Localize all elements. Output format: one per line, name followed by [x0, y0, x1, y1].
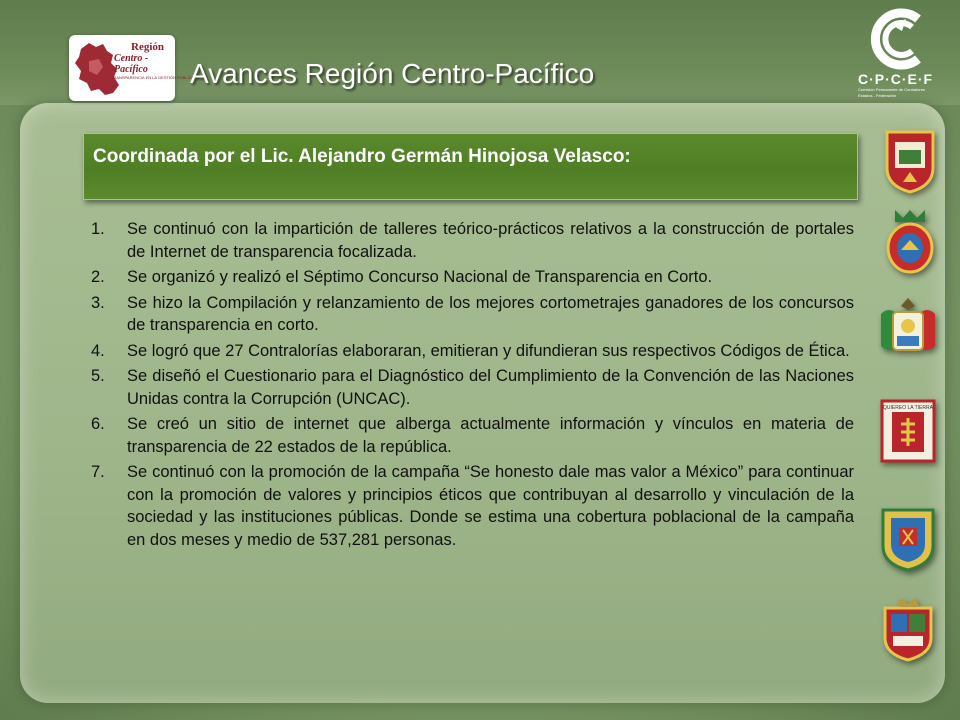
list-item — [91, 365, 854, 410]
state-shield-icon-6 — [879, 596, 937, 662]
list-item — [91, 218, 854, 263]
logo-text-tagline: TRANSPARENCIA EN LA GESTIÓN PÚBLICA — [111, 75, 195, 80]
list-item-text: Se organizó y realizó el Séptimo Concurso Nacional de Transparencia en Corto. — [127, 268, 713, 286]
list-item-text: Se hizo la Compilación y relanzamiento de los mejores cortometrajes ganadores de los concursos de transparencia en corto. — [127, 293, 854, 334]
state-shield-icon-4 — [879, 398, 937, 464]
list-item-text: Se logró que 27 Contralorías elaboraran, emitieran y difundieran sus respectivos Códigos de Ética. — [127, 341, 850, 360]
state-shield-icon-1 — [881, 128, 939, 194]
list-item — [91, 340, 854, 363]
list-item — [91, 461, 854, 551]
coordinator-header — [83, 133, 858, 200]
list-item-number: 4. — [91, 341, 105, 360]
state-shield-icon-5 — [879, 506, 937, 572]
list-item-number: 2. — [91, 268, 105, 286]
cpcef-subtitle-1: Comisión Permanente de Contralores — [858, 87, 925, 92]
list-item — [91, 266, 854, 289]
logo-text-centro-pacifico: Centro - Pacífico — [114, 53, 149, 75]
shield-motto: QUIEREO LA TIERRA — [883, 405, 933, 411]
logo-text-region: Región — [131, 41, 164, 53]
coordinator-header-text: Coordinada por el Lic. Alejandro Germán Hinojosa Velasco: — [93, 146, 631, 167]
list-item-number: 7. — [91, 463, 105, 481]
region-logo — [69, 35, 195, 101]
list-item — [91, 413, 854, 458]
cpcef-name: C·P·C·E·F — [858, 71, 934, 87]
state-shield-icon-3 — [879, 296, 937, 362]
list-item-text: Se creó un sitio de internet que alberga actualmente información y vínculos en materia de transparencia de 22 estados de la república. — [127, 415, 854, 456]
list-item-number: 1. — [91, 220, 105, 238]
list-item-number: 6. — [91, 415, 105, 433]
cpcef-logo — [852, 5, 952, 105]
list-item-text: Se diseñó el Cuestionario para el Diagnóstico del Cumplimiento de la Convención de las Naciones Unidas contra la Corrupción (UNCAC). — [127, 367, 854, 408]
list-item-number: 3. — [91, 293, 105, 312]
achievements-list — [91, 218, 854, 554]
list-item-text: Se continuó con la impartición de talleres teórico-prácticos relativos a la construcción de portales de Internet de transparencia focalizada. — [127, 220, 854, 261]
list-item-number: 5. — [91, 367, 105, 385]
list-item — [91, 292, 854, 337]
state-shield-icon-2 — [881, 208, 939, 274]
slide-title: Avances Región Centro-Pacífico — [190, 58, 595, 89]
cpcef-c-icon — [852, 5, 952, 69]
cpcef-subtitle-2: Estados - Federación — [858, 93, 897, 98]
list-item-text: Se continuó con la promoción de la campaña “Se honesto dale mas valor a México” para continuar con la promoción de valores y principios éticos que contribuyan al desarrollo y vinculación de la sociedad y las instituciones públicas. Donde se estima una cobertura poblacional de la campaña en dos meses y medio de 537,281 personas. — [127, 463, 854, 549]
